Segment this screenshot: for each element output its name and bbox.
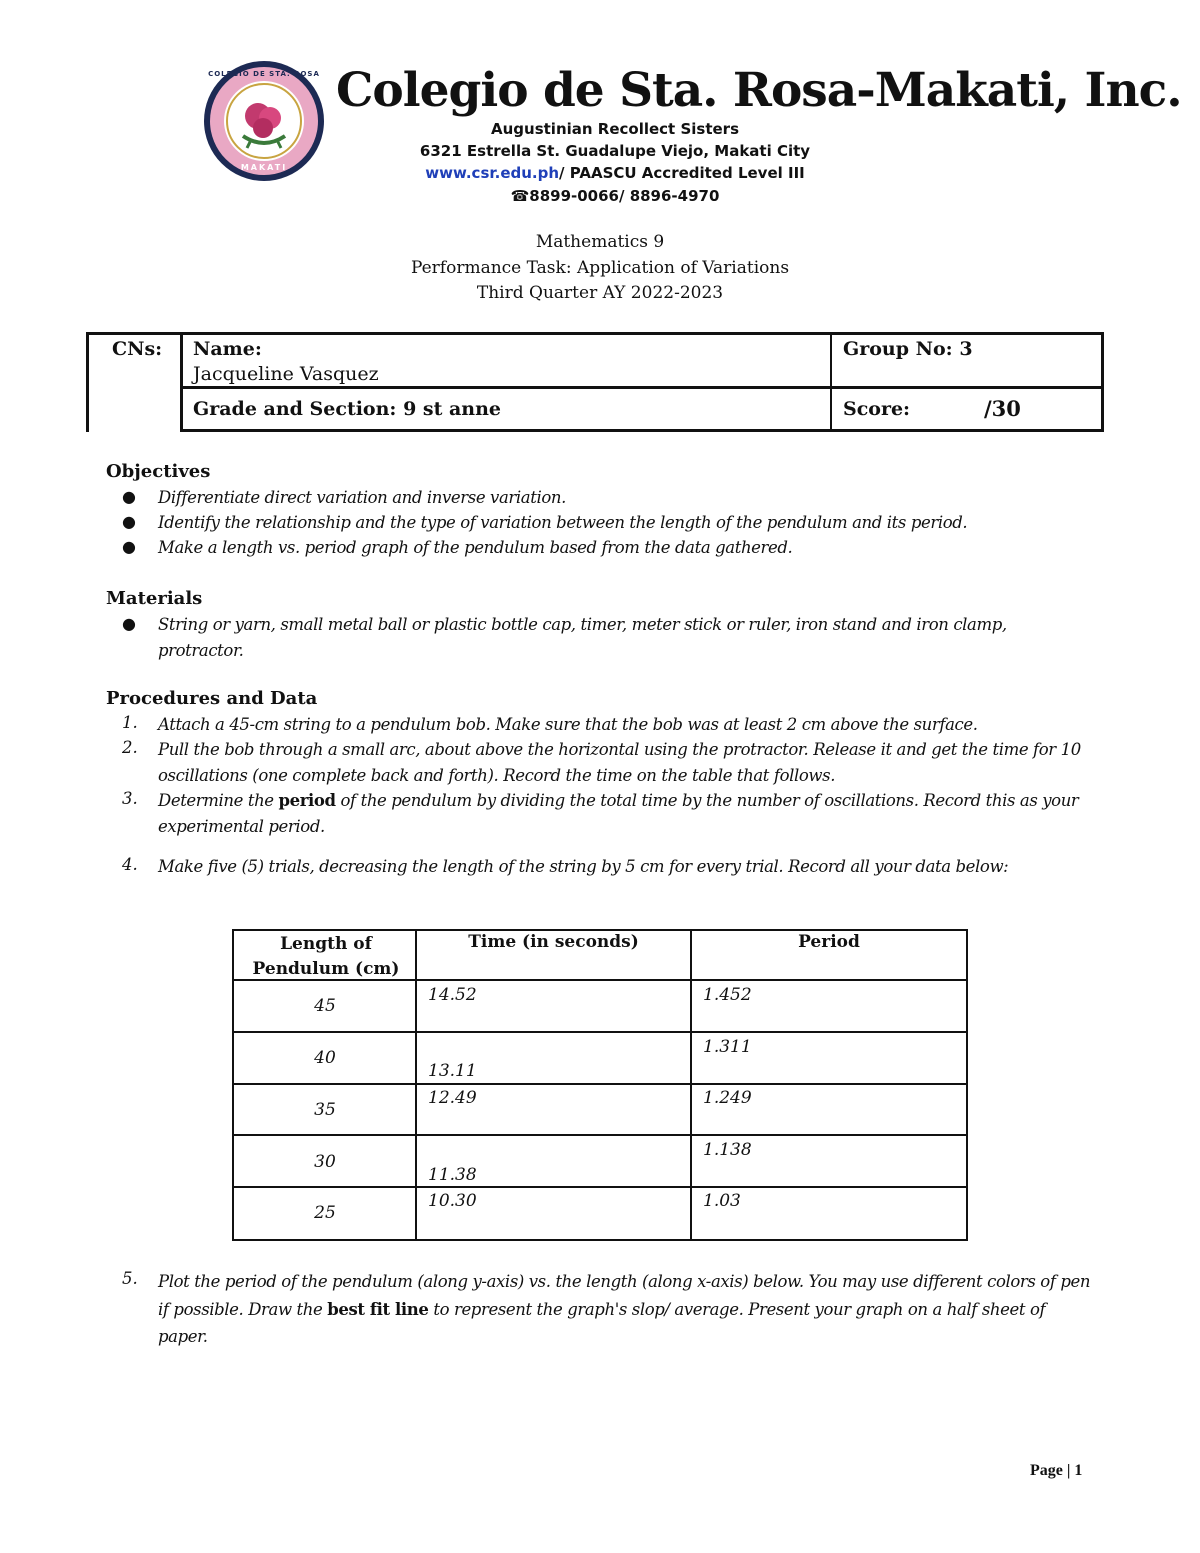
- procedure-step-3: [158, 788, 1098, 839]
- objectives-heading: Objectives: [106, 461, 211, 482]
- step5-text-post: to represent the graph's slop/ average. Present your graph on a half sheet of paper.: [158, 1299, 1046, 1346]
- period-cell: 1.311: [703, 1037, 752, 1057]
- time-cell: 13.11: [428, 1061, 477, 1081]
- name-value: Jacqueline Vasquez: [193, 363, 379, 385]
- procedure-step-2: Pull the bob through a small arc, about above the horizontal using the protractor. Release it and get the time for 10 oscillations (one complete back and forth). Record the time on the table that follows.: [158, 740, 1081, 785]
- step-number: 2.: [122, 738, 138, 757]
- length-cell: 30: [314, 1152, 336, 1172]
- group-label: Group No:: [843, 338, 953, 360]
- group-value: 3: [959, 338, 973, 360]
- bullet-icon: ●: [122, 512, 136, 531]
- period-cell: 1.138: [703, 1140, 752, 1160]
- phone-icon: ☎: [510, 187, 530, 205]
- bullet-icon: ●: [122, 614, 136, 633]
- period-cell: 1.249: [703, 1088, 752, 1108]
- length-cell: 45: [314, 996, 336, 1016]
- time-cell: 12.49: [428, 1088, 477, 1108]
- page-number: Page | 1: [1030, 1462, 1083, 1479]
- procedure-step-1: Attach a 45-cm string to a pendulum bob. Make sure that the bob was at least 2 cm above the surface.: [158, 715, 978, 734]
- header-line-phone: [405, 185, 825, 207]
- school-logo: [203, 58, 325, 184]
- objective-item: Differentiate direct variation and inverse variation.: [158, 488, 566, 507]
- grade-label: Grade and Section:: [193, 398, 397, 420]
- period-term: period: [278, 791, 336, 810]
- grade-value: 9 st anne: [403, 398, 502, 420]
- score-label: Score:: [843, 398, 911, 420]
- procedure-step-5: [158, 1268, 1093, 1351]
- header-period: Period: [798, 932, 860, 952]
- website-link[interactable]: www.csr.edu.ph: [425, 164, 560, 182]
- objective-item: Identify the relationship and the type of variation between the length of the pendulum and its period.: [158, 513, 968, 532]
- subject-title: Mathematics 9: [535, 232, 665, 252]
- header-line-order: Augustinian Recollect Sisters: [491, 120, 739, 138]
- step-number: 4.: [122, 855, 138, 874]
- step-number: 5.: [122, 1269, 138, 1288]
- cns-label: CNs:: [112, 338, 163, 360]
- bullet-icon: ●: [122, 537, 136, 556]
- logo-text-bottom: MAKATI: [240, 163, 288, 172]
- header-time: Time (in seconds): [468, 932, 639, 952]
- step5-text-pre: Plot the period of the pendulum (along y-axis) vs. the length (along x-axis) below. You may use different colors of pen if possible. Draw the: [158, 1272, 1091, 1319]
- grade-field: [193, 398, 501, 420]
- length-cell: 25: [314, 1203, 336, 1223]
- student-info-table: [86, 332, 1104, 432]
- step-number: 1.: [122, 713, 138, 732]
- task-title: Performance Task: Application of Variations: [410, 258, 790, 278]
- accreditation-text: / PAASCU Accredited Level III: [559, 164, 805, 182]
- procedure-step-4: Make five (5) trials, decreasing the length of the string by 5 cm for every trial. Record all your data below:: [158, 857, 1009, 876]
- step3-text-pre: Determine the: [158, 791, 279, 810]
- time-cell: 11.38: [428, 1165, 477, 1185]
- school-name: Colegio de Sta. Rosa-Makati, Inc.: [336, 63, 1182, 118]
- materials-item: String or yarn, small metal ball or plastic bottle cap, timer, meter stick or ruler, iron stand and iron clamp, protractor.: [158, 615, 1007, 660]
- procedures-heading: Procedures and Data: [106, 688, 318, 709]
- bullet-icon: ●: [122, 487, 136, 506]
- length-cell: 40: [314, 1048, 336, 1068]
- length-cell: 35: [314, 1100, 336, 1120]
- best-fit-term: best fit line: [327, 1299, 429, 1319]
- step3-text-post: of the pendulum by dividing the total time by the number of oscillations. Record this as your experimental period.: [158, 791, 1079, 836]
- group-field: [843, 338, 973, 360]
- period-cell: 1.03: [703, 1191, 741, 1211]
- quarter-title: Third Quarter AY 2022-2023: [476, 283, 724, 303]
- pendulum-data-table: [232, 929, 968, 1241]
- header-length: Length of Pendulum (cm): [252, 934, 400, 979]
- score-value: /30: [984, 396, 1021, 421]
- header-line-website: [405, 162, 825, 184]
- objective-item: Make a length vs. period graph of the pendulum based from the data gathered.: [158, 538, 793, 557]
- header-line-address: 6321 Estrella St. Guadalupe Viejo, Makati City: [419, 142, 811, 160]
- logo-text-top: COLEGIO DE STA. ROSA: [208, 70, 320, 78]
- materials-heading: Materials: [106, 588, 203, 609]
- period-cell: 1.452: [703, 985, 752, 1005]
- time-cell: 14.52: [428, 985, 477, 1005]
- phone-numbers: 8899-0066/ 8896-4970: [529, 187, 720, 205]
- name-label: Name:: [193, 338, 262, 360]
- step-number: 3.: [122, 789, 138, 808]
- time-cell: 10.30: [428, 1191, 477, 1211]
